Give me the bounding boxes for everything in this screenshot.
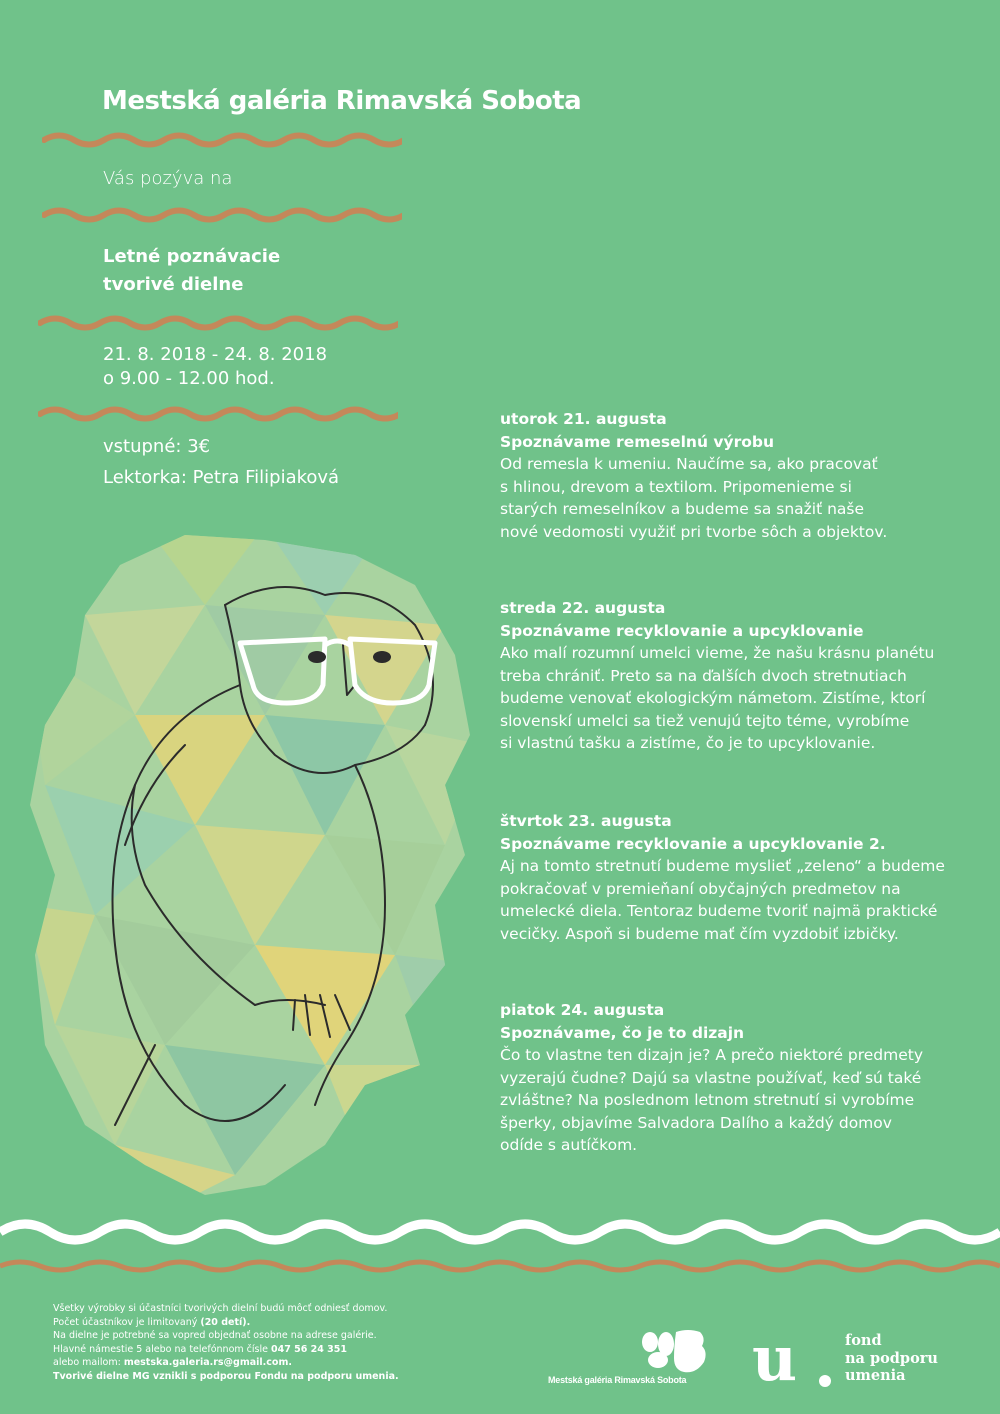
brown-wave-divider	[42, 203, 402, 225]
day-name: štvrtok 23. augusta	[500, 812, 672, 830]
schedule-day-2	[500, 597, 960, 755]
schedule-day-4	[500, 999, 960, 1157]
event-name: Letné poznávacie tvorivé dielne	[103, 246, 281, 295]
day-description-line: Čo to vlastne ten dizajn je? A prečo niektoré predmety	[500, 1046, 924, 1064]
event-dates: 21. 8. 2018 - 24. 8. 2018 o 9.00 - 12.00 hod.	[103, 344, 328, 389]
day-description-line: vecičky. Aspoň si budeme mať čím vyzdobiť izbičky.	[500, 924, 899, 943]
day-description-line: zvláštne? Na poslednom letnom stretnutí si vyrobíme	[500, 1091, 915, 1109]
brown-wave-divider	[42, 128, 402, 150]
day-description-line: Aj na tomto stretnutí budeme myslieť „zeleno“ a budeme	[500, 857, 945, 875]
schedule-day-1	[500, 408, 960, 543]
day-description-line: odíde s autíčkom.	[500, 1136, 638, 1154]
day-description-line: si vlastnú tašku a zistíme, čo je to upcyklovanie.	[500, 734, 876, 752]
svg-text:u: u	[752, 1330, 798, 1390]
fond-logo-icon	[752, 1330, 834, 1390]
phone-number[interactable]: 047 56 24 351	[270, 1343, 348, 1355]
gallery-title: Mestská galéria Rimavská Sobota	[102, 86, 582, 116]
day-description-line: budeme venovať ekologickým námetom. Zistíme, ktorí	[500, 689, 926, 707]
day-title: Spoznávame remeselnú výrobu	[500, 432, 775, 451]
day-title: Spoznávame, čo je to dizajn	[500, 1023, 745, 1042]
day-description-line: starých remeselníkov a budeme sa snažiť naše	[500, 500, 865, 518]
day-name: utorok 21. augusta	[500, 410, 667, 428]
day-description-line: umelecké diela. Tentoraz budeme tvoriť najmä praktické	[500, 902, 938, 920]
day-name: streda 22. augusta	[500, 599, 666, 617]
day-name: piatok 24. augusta	[500, 1001, 665, 1019]
brown-wave-divider	[0, 1256, 1000, 1276]
day-description-line: s hlinou, drevom a textilom. Pripomenieme si	[500, 477, 852, 496]
day-description-line: treba chrániť. Preto sa na ďalších dvoch stretnutiach	[500, 666, 907, 685]
invite-text: Vás pozýva na	[103, 168, 233, 189]
day-description-line: vyzerajú čudne? Dajú sa vlastne používať, keď sú také	[500, 1068, 922, 1087]
mg-logo-label: Mestská galéria Rimavská Sobota	[548, 1375, 687, 1385]
day-title: Spoznávame recyklovanie a upcyklovanie 2.	[500, 834, 886, 853]
owl-illustration	[25, 525, 485, 1205]
day-description-line: nové vedomosti využiť pri tvorbe sôch a objektov.	[500, 522, 888, 541]
footer-info: Všetky výrobky si účastníci tvorivých dielní budú môcť odniesť domov. Počet účastníkov je limitovaný (20 detí). Na dielne je potrebné sa vopred objednať osobne na adrese galérie. Hlavné námestie 5 alebo na telefónnom čísle 047 56 24 351 alebo mailom: mestska.galeria.rs@gmail.com. Tvorivé dielne MG vznikli s podporou Fondu na podporu umenia.	[53, 1303, 399, 1382]
day-description-line: Od remesla k umeniu. Naučíme sa, ako pracovať	[500, 455, 878, 473]
mg-logo-icon	[640, 1328, 710, 1376]
day-title: Spoznávame recyklovanie a upcyklovanie	[500, 621, 864, 640]
day-description-line: šperky, objavíme Salvadora Dalího a každý domov	[500, 1113, 892, 1132]
lector-name: Lektorka: Petra Filipiaková	[103, 467, 340, 488]
day-description-line: slovenskí umelci sa tiež venujú tejto téme, vyrobíme	[500, 711, 910, 730]
day-description-line: Ako malí rozumní umelci vieme, že našu krásnu planétu	[500, 644, 935, 662]
brown-wave-divider	[38, 311, 398, 333]
schedule-day-3	[500, 810, 960, 945]
brown-wave-divider	[38, 402, 398, 424]
white-wave-divider	[0, 1214, 1000, 1250]
entry-fee: vstupné: 3€	[103, 436, 211, 457]
email-link[interactable]: mestska.galeria.rs@gmail.com.	[123, 1357, 292, 1368]
fond-logo-text: fond na podporu umenia	[845, 1332, 938, 1384]
day-description-line: pokračovať v premieňaní obyčajných predmetov na	[500, 879, 901, 898]
